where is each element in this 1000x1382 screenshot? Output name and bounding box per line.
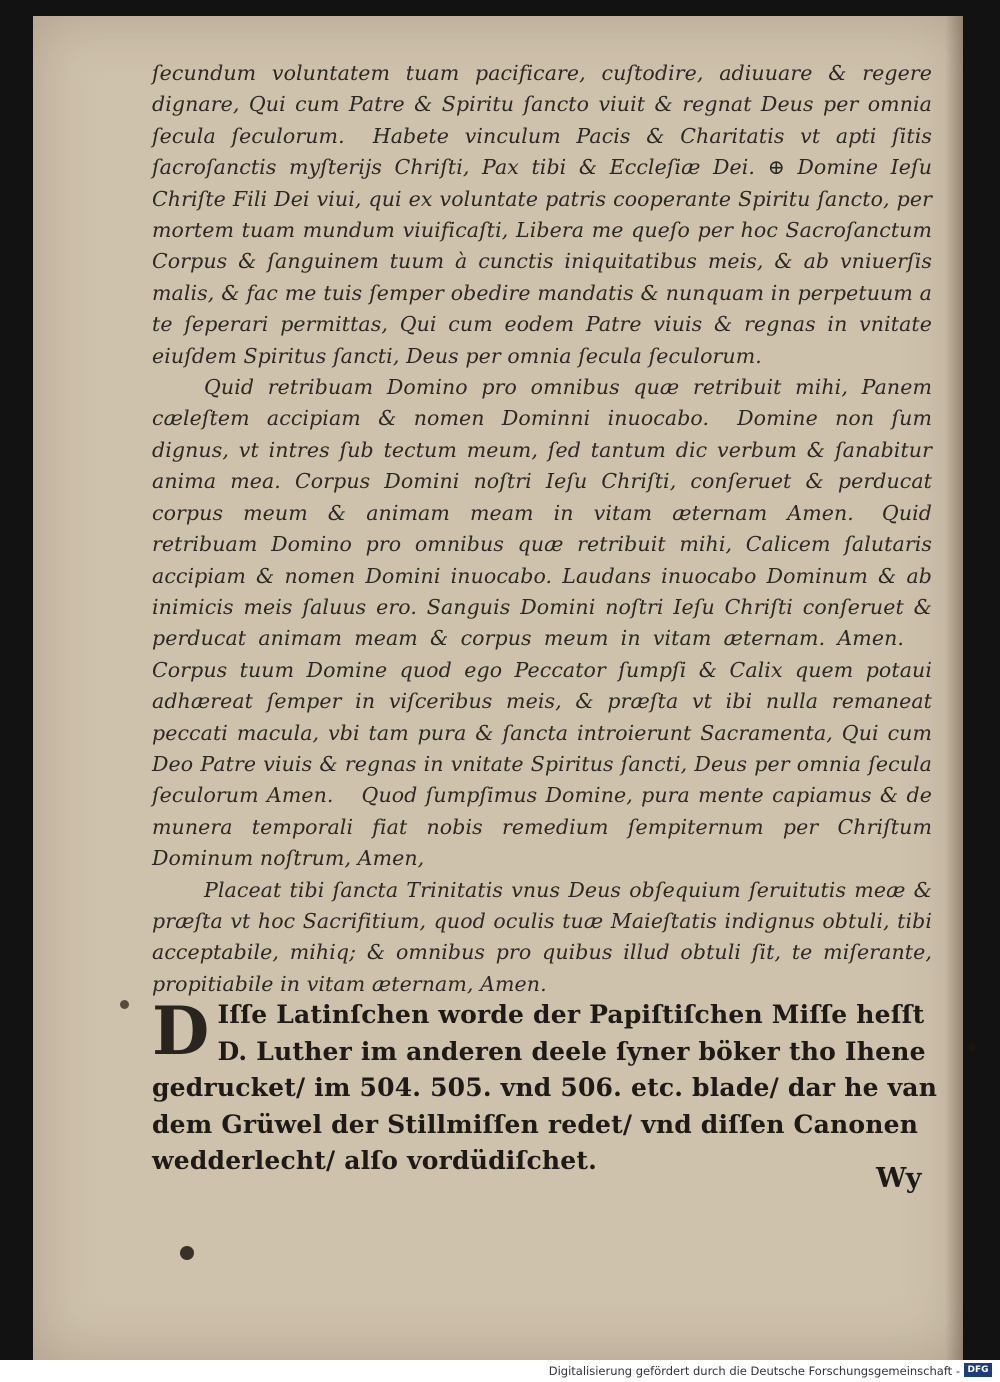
catchword: Wy [876,1163,922,1194]
ink-spot-icon [180,1246,194,1260]
ink-spot-icon [120,1000,129,1009]
footer-bar [0,1360,1000,1382]
latin-paragraph-3 [152,875,932,1001]
page-edge-shade [945,16,963,1360]
latin-communion-quod-sumpsimus: Quod ſumpſimus Domine, pura mente capiamus & de munera temporali fiat nobis remedium ſempiternum per Chriſtum Dominum noſtrum, Amen, [152,783,932,871]
latin-paragraph-2 [152,372,932,875]
latin-prayer-pacificare: ſecundum voluntatem tuam pacificare, cuſtodire, adiuuare & regere dignare, Qui cum Patre & Spiritu ſancto viuit & regnat Deus per omnia ſecula ſeculorum. [152,61,932,148]
cross-symbol: ⊕ [767,155,785,180]
latin-prayer-pax: Habete vinculum Pacis & Charitatis vt apti ſitis ſacroſanctis myſterijs Chriſti, Pax tibi & Eccleſiæ Dei. [152,123,932,180]
latin-paragraph-1 [152,58,932,372]
latin-placeat: Placeat tibi ſancta Trinitatis vnus Deus obſequium ſeruitutis meæ & præſta vt hoc Sacrifitium, quod oculis tuæ Maieſtatis indignus obtuli, tibi acceptabile, mihiq; & omnibus pro quibus illud obtuli ſit, te miſerante, propitiabile in vitam æternam, Amen. [152,877,932,996]
drop-cap-initial: D [152,992,210,1070]
digitization-credit: Digitalisierung gefördert durch die Deutsche Forschungsgemeinschaft - [548,1364,960,1378]
german-note-text: Iſſe Latinſchen worde der Papiſtiſchen Miſſe heſſt D. Luther im anderen deele ſyner böker tho Ihene gedrucket/ im 504. 505. vnd 506. etc. blade/ dar he van dem Grüwel der Stillmiſſen redet/ vnd diſſen Canonen wedderlecht/ alſo vordüdiſchet. [152,1000,938,1175]
latin-prayer-domine-iesu: Domine Ieſu Chriſte Fili Dei viui, qui ex voluntate patris cooperante Spiritu ſancto, per mortem tuam mundum viuificaſti, Libera me queſo per hoc Sacroſanctum Corpus & ſanguinem tuum à cunctis iniquitatibus meis, & ab vniuerſis malis, & fac me tuis ſemper obedire mandatis & nunquam in perpetuum a te ſeperari permittas, Qui cum eodem Patre viuis & regnas in vnitate eiuſdem Spiritus ſancti, Deus per omnia ſecula ſeculorum. [152,155,933,368]
dfg-logo: DFG [964,1363,992,1377]
latin-communion-corpus-tuum: Corpus tuum Domine quod ego Peccator ſumpſi & Calix quem potaui adhæreat ſemper in viſceribus meis, & præſta vt ibi nulla remaneat peccati macula, vbi tam pura & ſancta introierunt Sacramenta, Qui cum Deo Patre viuis & regnas in vnitate Spiritus ſancti, Deus per omnia ſecula ſeculorum Amen. [152,657,932,808]
latin-communion-corpus: Domine non ſum dignus, vt intres ſub tectum meum, ſed tantum dic verbum & ſanabitur anima mea. Corpus Domini noſtri Ieſu Chriſti, conſeruet & perducat corpus meum & animam meam in vitam æternam Amen. [152,406,932,525]
german-note [152,992,947,1180]
latin-communion-panem: Quid retribuam Domino pro omnibus quæ retribuit mihi, Panem cæleſtem accipiam & nomen Dominni inuocabo. [152,375,932,431]
latin-communion-calicem: Quid retribuam Domino pro omnibus quæ retribuit mihi, Calicem ſalutaris accipiam & nomen Domini inuocabo. Laudans inuocabo Dominum & ab inimicis meis ſaluus ero. Sanguis Domini noſtri Ieſu Chriſti conſeruet & perducat animam meam & corpus meum in vitam æternam. Amen. [152,500,932,651]
latin-prayer-text [152,58,932,1000]
ink-spot-icon [968,1043,976,1051]
